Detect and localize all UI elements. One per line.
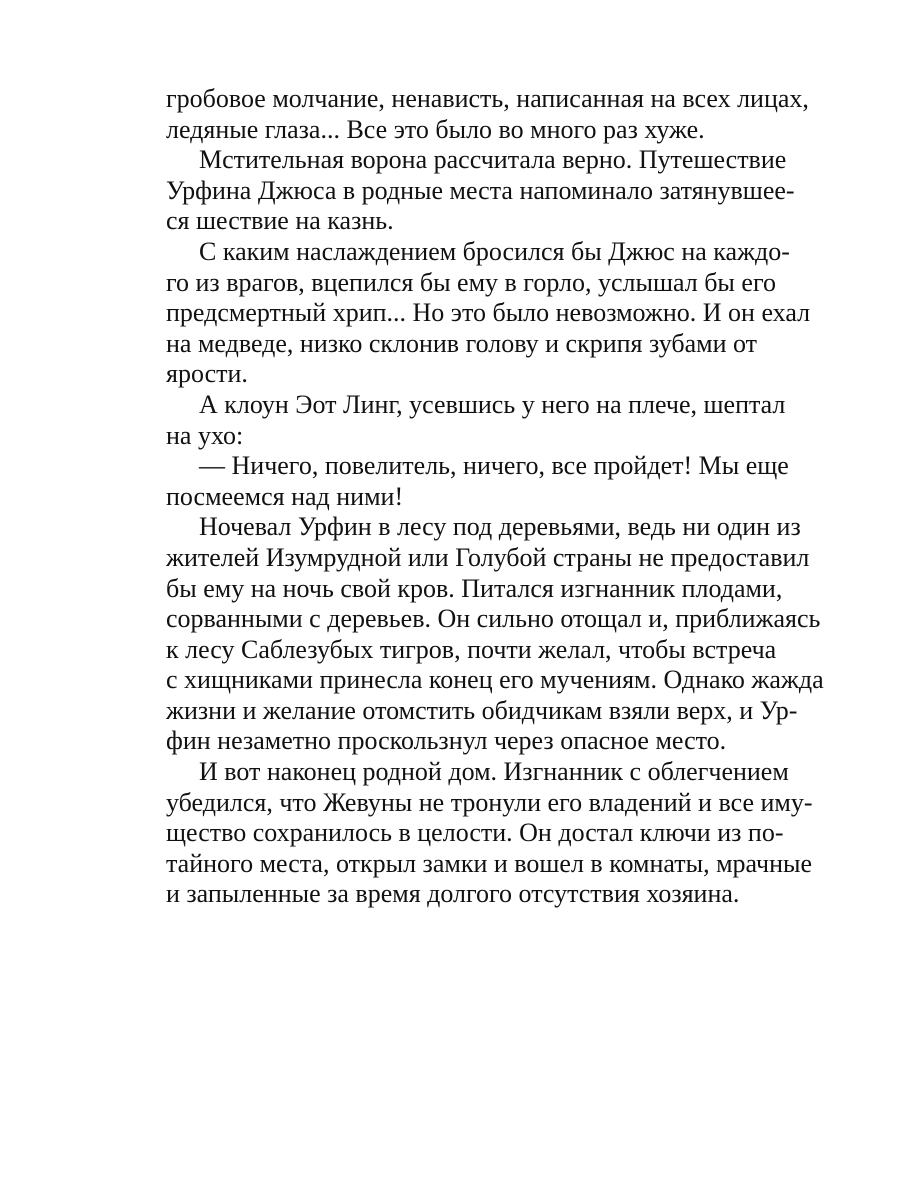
text-line: и запыленные за время долгого отсутствия хозяина. (166, 879, 740, 909)
text-line: Ночевал Урфин в лесу под деревьями, ведь ни один из (199, 512, 801, 542)
text-line: бы ему на ночь свой кров. Питался изгнанник плодами, (166, 573, 783, 603)
text-line: убедился, что Жевуны не тронули его владений и все иму- (166, 787, 813, 817)
text-line: — Ничего, повелитель, ничего, все пройдет! Мы еще (199, 451, 789, 481)
text-line: ся шествие на казнь. (166, 206, 394, 236)
text-line: гробовое молчание, ненависть, написанная на всех лицах, (166, 84, 809, 113)
text-line: ледяные глаза... Все это было во много раз хуже. (166, 114, 705, 144)
text-line: к лесу Саблезубых тигров, почти желал, чтобы встреча (166, 634, 777, 664)
text-line: предсмертный хрип... Но это было невозможно. И он ехал (166, 298, 811, 328)
text-line: тайного места, открыл замки и вошел в комнаты, мрачные (166, 848, 813, 878)
text-line: го из врагов, вцепился бы ему в горло, услышал бы его (166, 267, 776, 297)
text-line: посмеемся над ними! (166, 481, 404, 511)
text-line: на ухо: (166, 420, 244, 450)
text-line: фин незаметно проскользнул через опасное место. (166, 726, 727, 756)
text-line: Мстительная ворона рассчитала верно. Путешествие (199, 145, 787, 175)
text-line: щество сохранилось в целости. Он достал ключи из по- (166, 818, 784, 848)
text-line: с хищниками принесла конец его мучениям. Однако жажда (166, 665, 824, 695)
text-line: С каким наслаждением бросился бы Джюс на каждо- (199, 236, 790, 266)
text-line: сорванными с деревьев. Он сильно отощал и, приближаясь (166, 604, 821, 634)
text-line: ярости. (166, 359, 248, 389)
text-line: жителей Изумрудной или Голубой страны не предоставил (166, 542, 810, 572)
text-line: жизни и желание отомстить обидчикам взяли верх, и Ур- (166, 695, 798, 725)
text-line: И вот наконец родной дом. Изгнанник с облегчением (199, 757, 789, 787)
text-line: на медведе, низко склонив голову и скрипя зубами от (166, 328, 758, 358)
text-line: Урфина Джюса в родные места напоминало затянувшее- (166, 175, 795, 205)
book-page-text (166, 84, 824, 910)
text-line: А клоун Эот Линг, усевшись у него на плече, шептал (199, 389, 786, 419)
